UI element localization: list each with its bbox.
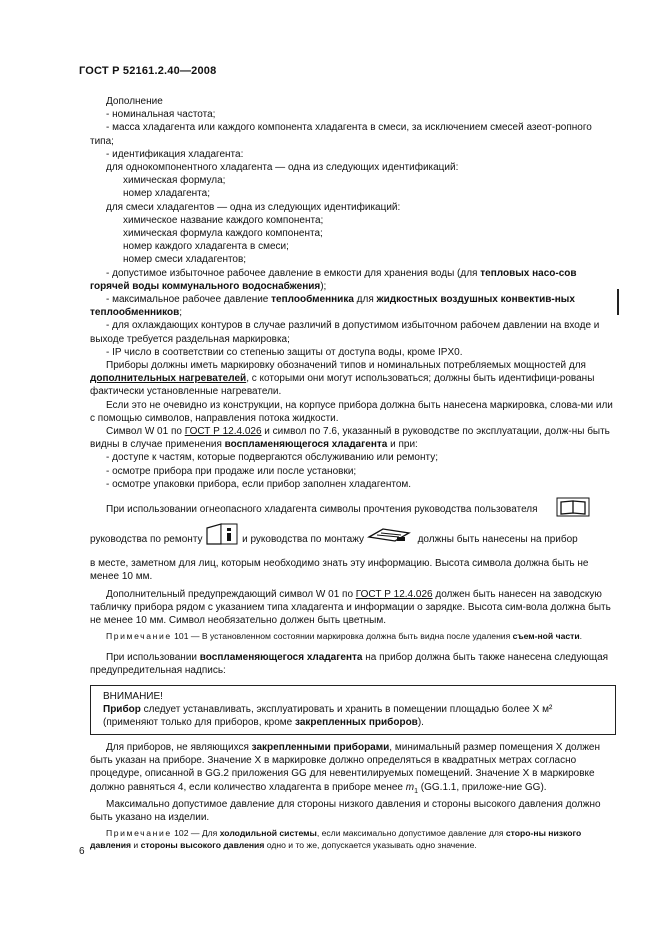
list-item: номер смеси хладагентов; [123,254,247,266]
page-header: ГОСТ Р 52161.2.40—2008 [79,65,217,77]
room-size-paragraph: Для приборов, не являющихся закрепленными приборами, минимальный размер помещения X должен быть указан на приборе. Значение X в маркировке должно определяться в квадратных метрах согласно процедуре, описанной в GG.2 приложения GG для невентилируемых помещений. Значение X в маркировке должно равняться 4, если количество хладагента в приборе менее $m_1$ (GG.1.1, приложе-ние GG). [90,742,600,795]
warning-intro: При использовании воспламеняющегося хладагента на прибор должна быть также нанесена следующая предупредительная надпись: [90,651,609,676]
note-101: Примечание 101 — В установленном состоянии маркировка должна быть видна после удаления съем-ной части. [106,631,583,642]
list-item: химическая формула каждого компонента; [123,228,323,240]
list-item: - масса хладагента или каждого компонента хладагента в смеси, за исключением смесей азеот-ропного типа; [90,122,592,147]
page-number: 6 [79,846,85,857]
note-102: Примечание 102 — Для холодильной системы, если максимально допустимое давление для сторо-ны низкого давления и стороны высокого давления одно и то же, допускается указывать одно значение. [90,828,582,850]
user-manual-icon [540,497,590,522]
ip-item: - IP число в соответствии со степенью защиты от доступа воды, кроме IPX0. [106,346,463,358]
icons-paragraph-cont: руководства по ремонту и руководства по монтажу должны быть нанесены на прибор [90,522,616,557]
heaters-paragraph: Приборы должны иметь маркировку обозначений типов и номинальных потребляемых мощностей для дополнительных нагревателей, с которыми они могут использоваться; должны быть идентифици-рованы фактически установленные нагреватели. [90,360,595,398]
standard-reference-link: ГОСТ Р 12.4.026 [355,588,433,600]
pressure-item: - допустимое избыточное рабочее давление в емкости для хранения воды (для тепловых насо-сов горячей воды коммунального водоснабжения); [90,267,577,292]
installation-manual-icon [367,525,411,554]
list-item: химическое название каждого компонента; [123,214,324,226]
additional-symbol-paragraph: Дополнительный предупреждающий символ W 01 по ГОСТ Р 12.4.026 должен быть нанесен на заводскую табличку прибора рядом с указанием типа хладагента и информации о зарядке. Высота сим-вола должна быть не менее 10 мм. Символ необязательно должен быть цветным. [90,588,611,626]
document-body [90,95,616,851]
warning-title: ВНИМАНИЕ! [103,691,163,703]
list-item: - доступе к частям, которые подвергаются обслуживанию или ремонту; [106,452,438,464]
single-intro: для однокомпонентного хладагента — одна из следующих идентификаций: [106,162,459,174]
warning-text-note: (применяют только для приборов, кроме закрепленных приборов). [103,717,424,729]
warning-box [90,685,616,735]
mixture-intro: для смеси хладагентов — одна из следующих идентификаций: [106,201,401,213]
list-item: - идентификация хладагента: [106,148,244,160]
service-manual-icon [205,522,239,557]
list-item: - номинальная частота; [106,109,216,121]
max-pressure-item: - максимальное рабочее давление теплообменника для жидкостных воздушных конвектив-ных теплообменников; [90,294,575,319]
supplement-title: Дополнение [106,96,163,107]
change-bar [617,289,619,315]
list-item: химическая формула; [123,175,226,187]
standard-reference-link: ГОСТ Р 12.4.026 [184,426,262,438]
cooling-item: - для охлаждающих контуров в случае различий в допустимом избыточном рабочем давлении на входе и выходе требуется раздельная маркировка; [90,320,600,345]
list-item: - осмотре упаковки прибора, если прибор заполнен хладагентом. [106,478,412,490]
flow-paragraph: Если это не очевидно из конструкции, на корпусе прибора должна быть нанесена маркировка, слова-ми или с помощью символов, направления потока жидкости. [90,399,613,424]
max-pressure-paragraph: Максимально допустимое давление для стороны низкого давления и стороны высокого давления должно быть указано на изделии. [90,798,601,824]
icons-paragraph: При использовании огнеопасного хладагента символы прочтения руководства пользователя [90,497,616,522]
list-item: номер каждого хладагента в смеси; [123,241,289,253]
list-item: номер хладагента; [123,188,210,200]
warning-text: Прибор следует устанавливать, эксплуатировать и хранить в помещении площадью более X м² [103,704,553,716]
icons-paragraph-end: в месте, заметном для лиц, которым необходимо знать эту информацию. Высота символа должна быть не менее 10 мм. [90,558,589,583]
symbol-paragraph: Символ W 01 по ГОСТ Р 12.4.026 и символ по 7.6, указанный в руководстве по эксплуатации, долж-ны быть видны в случае применения воспламеняющегося хладагента и при: [90,426,610,451]
list-item: - осмотре прибора при продаже или после установки; [106,465,357,477]
